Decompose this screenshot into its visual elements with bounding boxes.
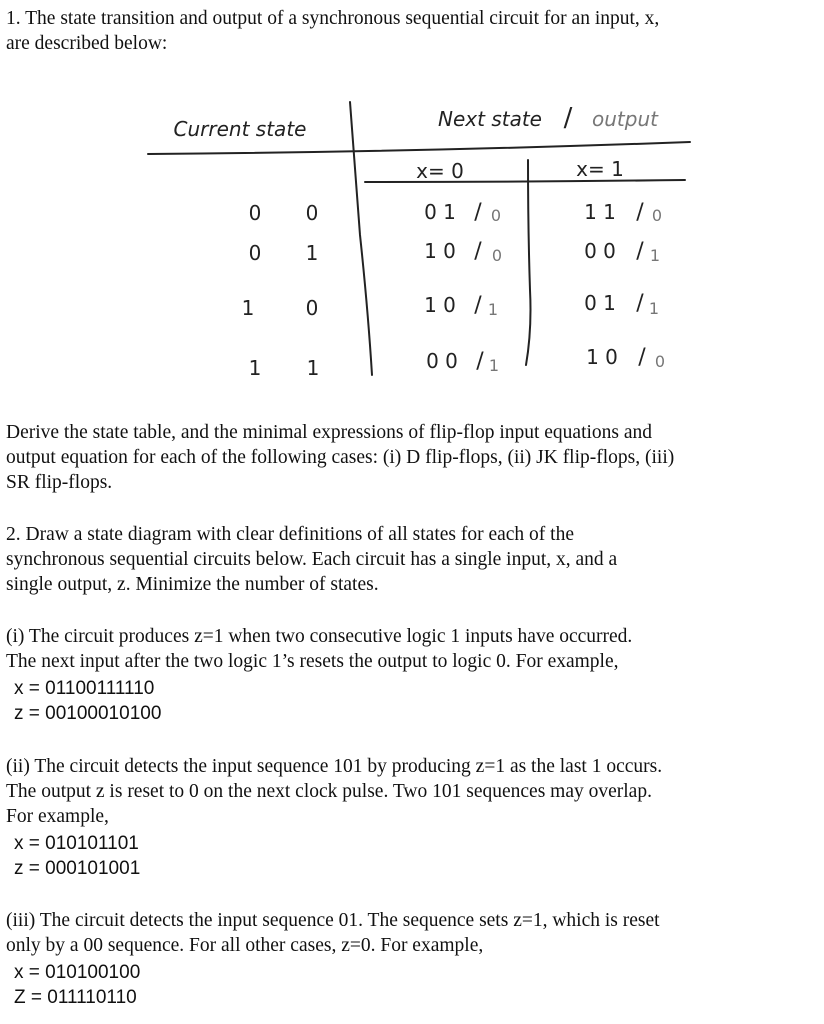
row4-x0-slash: / [476,349,484,374]
q2-part2-line-1: (ii) The circuit detects the input sequence 101 by producing z=1 as the last 1 occurs. [6,756,663,777]
row1-x0-slash: / [474,200,482,225]
current-state-header: Current state [173,117,307,141]
row1-current-q1: 0 [248,201,262,225]
row3-current-q1: 1 [241,296,255,320]
q2-part1-example-z: z = 00100010100 [14,703,162,724]
x1-header: x= 1 [576,157,624,181]
table-mid-divider [526,160,531,365]
row3-current-q0: 0 [305,296,319,320]
row1-x1-output: 0 [651,206,663,225]
row1-x1-slash: / [636,200,644,225]
row3-x1-slash: / [636,291,644,316]
row4-x1-next: 1 0 [586,345,618,369]
header-underline [148,142,690,154]
q2-part1-line-2: The next input after the two logic 1’s resets the output to logic 0. For example, [6,651,619,672]
state-table [0,90,824,390]
row3-x0-output: 1 [487,300,499,319]
q2-part2-example-z: z = 000101001 [14,858,141,879]
q2-intro-line-3: single output, z. Minimize the number of states. [6,574,379,595]
q2-part1-line-1: (i) The circuit produces z=1 when two consecutive logic 1 inputs have occurred. [6,626,633,647]
subheader-underline [365,180,685,182]
row2-x1-next: 0 0 [584,239,616,263]
q2-intro-line-1: 2. Draw a state diagram with clear definitions of all states for each of the [6,524,574,545]
row2-x1-slash: / [636,239,644,264]
row4-x1-slash: / [638,345,646,370]
q2-part2-line-2: The output z is reset to 0 on the next clock pulse. Two 101 sequences may overlap. [6,781,652,802]
row2-x0-next: 1 0 [424,239,456,263]
header-slash: / [563,103,573,133]
q2-intro-line-2: synchronous sequential circuits below. Each circuit has a single input, x, and a [6,549,618,570]
x0-header: x= 0 [416,159,464,183]
row4-current-q1: 1 [248,356,262,380]
q1-instruction-line-3: SR flip-flops. [6,472,113,493]
row1-x0-output: 0 [490,206,502,225]
row3-x1-next: 0 1 [584,291,616,315]
q1-instruction-line-2: output equation for each of the following cases: (i) D flip-flops, (ii) JK flip-flops, (iii) [6,447,675,468]
row2-current-q0: 1 [305,241,319,265]
q2-part3-line-1: (iii) The circuit detects the input sequence 01. The sequence sets z=1, which is reset [6,910,660,931]
q1-intro-line-1: 1. The state transition and output of a synchronous sequential circuit for an input, x, [6,8,660,29]
row4-x0-output: 1 [488,356,500,375]
q2-part3-example-z: Z = 011110110 [14,987,137,1008]
row2-x0-slash: / [474,239,482,264]
row1-x1-next: 1 1 [584,200,616,224]
q2-part2-example-x: x = 010101101 [14,833,139,854]
row3-x0-slash: / [474,293,482,318]
q2-part3-example-x: x = 010100100 [14,962,141,983]
output-header: output [592,107,658,131]
row4-x1-output: 0 [654,352,666,371]
row3-x0-next: 1 0 [424,293,456,317]
q2-part2-line-3: For example, [6,806,109,827]
row2-current-q1: 0 [248,241,262,265]
next-state-header: Next state [438,107,542,131]
row3-x1-output: 1 [648,299,660,318]
q2-part1-example-x: x = 01100111110 [14,678,155,699]
row2-x0-output: 0 [491,246,503,265]
row1-x0-next: 0 1 [424,200,456,224]
q2-part3-line-2: only by a 00 sequence. For all other cases, z=0. For example, [6,935,484,956]
row1-current-q0: 0 [305,201,319,225]
row4-current-q0: 1 [306,356,320,380]
q1-instruction-line-1: Derive the state table, and the minimal expressions of flip-flop input equations and [6,422,653,443]
row2-x1-output: 1 [649,246,661,265]
q1-intro-line-2: are described below: [6,33,168,54]
row4-x0-next: 0 0 [426,349,458,373]
table-left-divider [350,102,372,375]
